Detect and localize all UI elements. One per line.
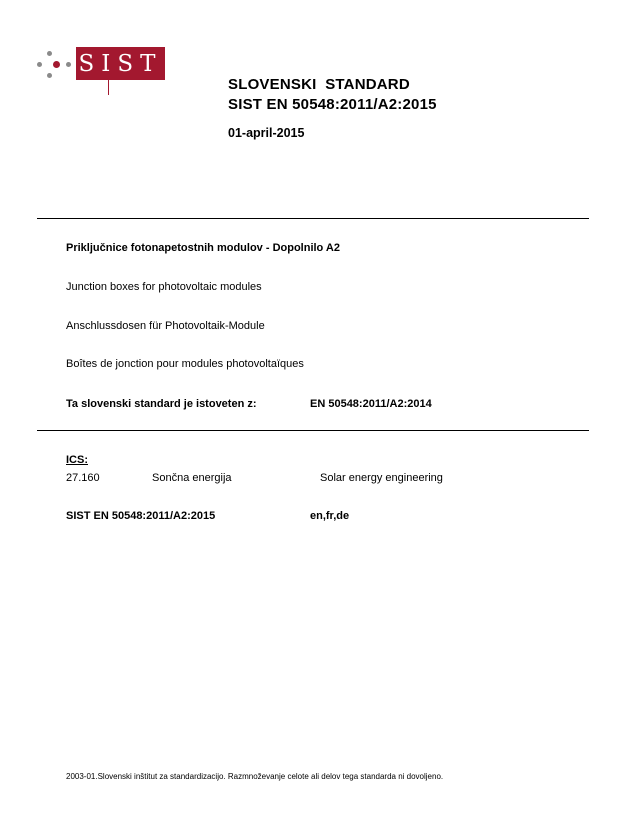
summary-languages: en,fr,de: [310, 510, 350, 522]
title-german: Anschlussdosen für Photovoltaik-Module: [66, 320, 265, 332]
identical-label: Ta slovenski standard je istoveten z:: [66, 398, 257, 410]
logo-text: SIST: [78, 51, 163, 77]
title-slovenian: Priključnice fotonapetostnih modulov - Dopolnilo A2: [66, 242, 340, 254]
standard-label: SLOVENSKI STANDARD: [228, 76, 410, 93]
logo-dot-top: [47, 51, 52, 56]
ics-label: ICS:: [66, 454, 88, 466]
summary-code: SIST EN 50548:2011/A2:2015: [66, 510, 216, 522]
ics-code: 27.160: [66, 472, 100, 484]
logo-dot-right: [66, 62, 71, 67]
ics-english: Solar energy engineering: [320, 472, 443, 484]
logo-dot-left: [37, 62, 42, 67]
title-english: Junction boxes for photovoltaic modules: [66, 281, 262, 293]
identical-value: EN 50548:2011/A2:2014: [310, 398, 432, 410]
logo-underline: [108, 80, 109, 95]
standard-code: SIST EN 50548:2011/A2:2015: [228, 96, 437, 113]
title-french: Boîtes de jonction pour modules photovoltaïques: [66, 358, 304, 370]
ics-slovenian: Sončna energija: [152, 472, 232, 484]
bottom-divider: [37, 430, 589, 431]
logo-dot-bottom: [47, 73, 52, 78]
top-divider: [37, 218, 589, 219]
publication-date: 01-april-2015: [228, 126, 305, 140]
copyright-footer: 2003-01.Slovenski inštitut za standardizacijo. Razmnoževanje celote ali delov tega standarda ni dovoljeno.: [66, 772, 444, 781]
logo-dot-center: [53, 61, 60, 68]
